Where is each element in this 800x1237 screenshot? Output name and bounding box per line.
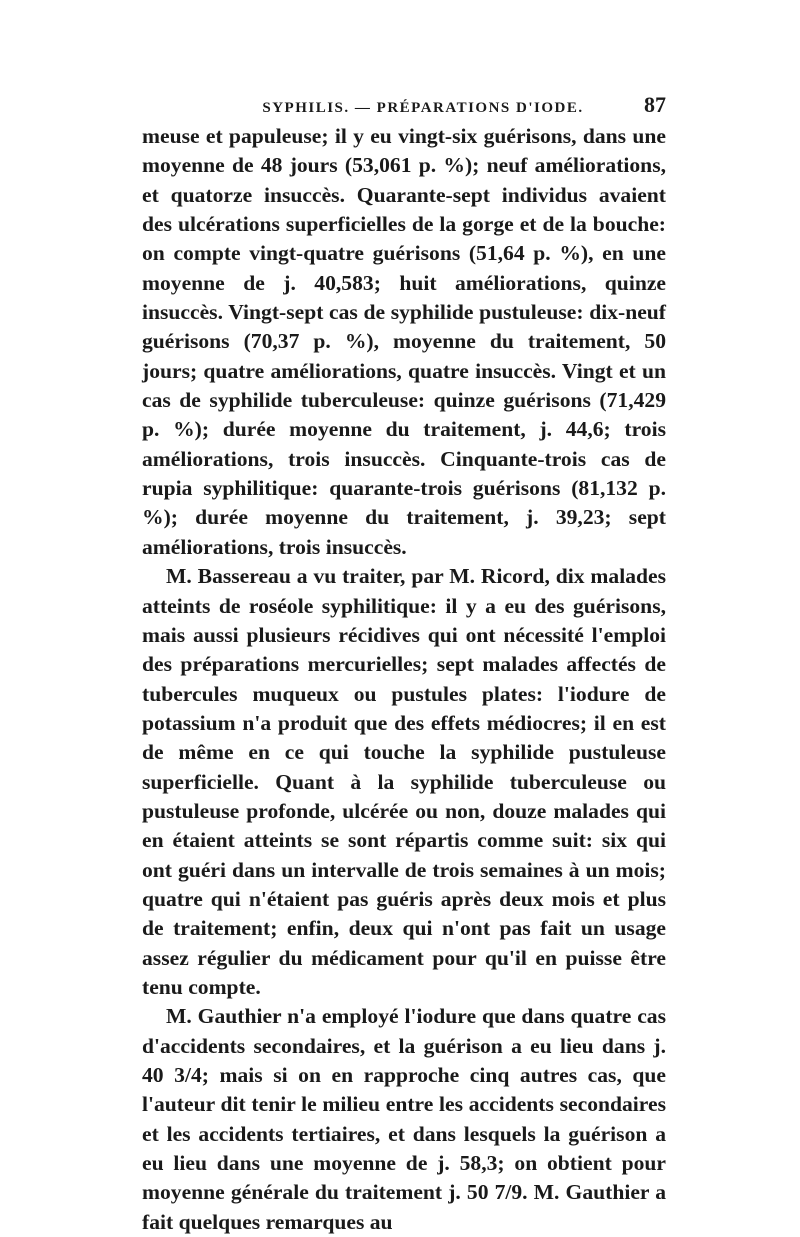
paragraph-bassereau: M. Bassereau a vu traiter, par M. Ricord, dix malades atteints de roséole syphilitique: il y a eu des guérisons, mais aussi plusieurs récidives qui ont nécessité l'emploi des préparations mercurielles; sept malades affectés de tubercules muqueux ou pustules plates: l'iodure de potassium n'a produit que des effets médiocres; il en est de même en ce qui touche la syphilide pustuleuse superficielle. Quant à la syphilide tuberculeuse ou pustuleuse profonde, ulcérée ou non, douze malades qui en étaient atteints se sont répartis comme suit: six qui ont guéri dans un intervalle de trois semaines à un mois; quatre qui n'étaient pas guéris après deux mois et plus de traitement; enfin, deux qui n'ont pas fait un usage assez régulier du médicament pour qu'il en puisse être tenu compte. — [142, 564, 666, 999]
book-page — [142, 92, 666, 1237]
body-text — [142, 122, 666, 1237]
running-title: SYPHILIS. — PRÉPARATIONS D'IODE. — [262, 100, 584, 116]
page-number: 87 — [644, 92, 666, 117]
paragraph-continued: meuse et papuleuse; il y eu vingt-six guérisons, dans une moyenne de 48 jours (53,061 p. %); neuf améliorations, et quatorze insuccès. Quarante-sept individus avaient des ulcérations superficielles de la gorge et de la bouche: on compte vingt-quatre guérisons (51,64 p. %), en une moyenne de j. 40,583; huit améliorations, quinze insuccès. Vingt-sept cas de syphilide pustuleuse: dix-neuf guérisons (70,37 p. %), moyenne du traitement, 50 jours; quatre améliorations, quatre insuccès. Vingt et un cas de syphilide tuberculeuse: quinze guérisons (71,429 p. %); durée moyenne du traitement, j. 44,6; trois améliorations, trois insuccès. Cinquante-trois cas de rupia syphilitique: quarante-trois guérisons (81,132 p. %); durée moyenne du traitement, j. 39,23; sept améliorations, trois insuccès. — [142, 124, 666, 559]
paragraph-gauthier: M. Gauthier n'a employé l'iodure que dans quatre cas d'accidents secondaires, et la guérison a eu lieu dans j. 40 3/4; mais si on en rapproche cinq autres cas, que l'auteur dit tenir le milieu entre les accidents secondaires et les accidents tertiaires, et dans lesquels la guérison a eu lieu dans une moyenne de j. 58,3; on obtient pour moyenne générale du traitement j. 50 7/9. M. Gauthier a fait quelques remarques au — [142, 1004, 666, 1234]
page-header — [142, 92, 666, 122]
